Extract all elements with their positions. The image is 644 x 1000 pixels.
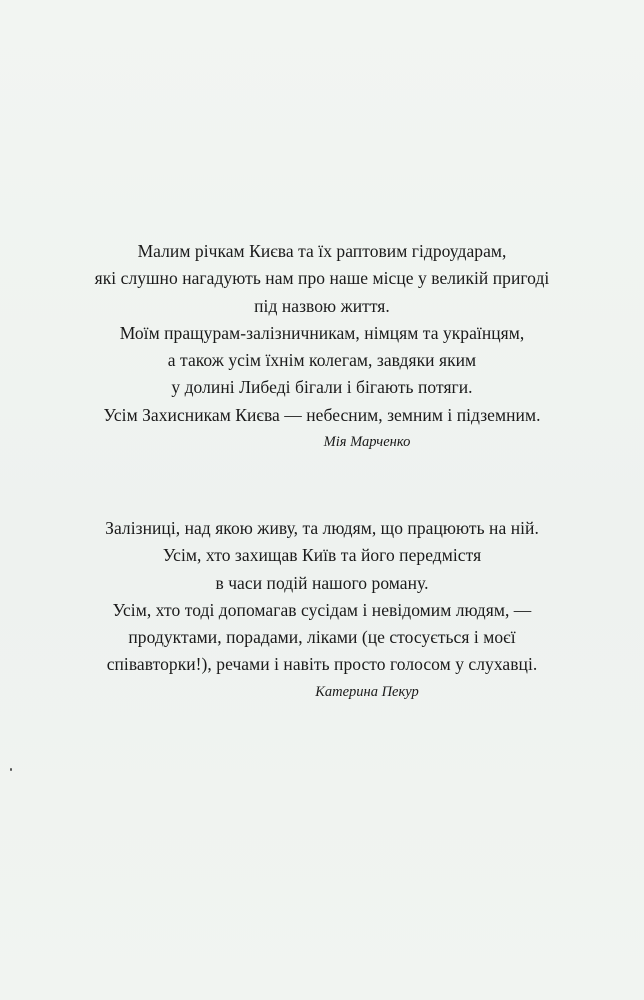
dedication-line: Моїм пращурам-залізничникам, німцям та українцям,: [119, 322, 525, 343]
dedication-line: продуктами, порадами, ліками (це стосується і моєї: [128, 627, 516, 648]
dedication-line: під назвою життя.: [254, 295, 390, 316]
dedication-line: Усім, хто захищав Київ та його передмістя: [162, 545, 482, 566]
dedication-line: у долині Либеді бігали і бігають потяги.: [171, 377, 473, 398]
dedication-line: Усім Захисникам Києва — небесним, земним і підземним.: [103, 404, 541, 425]
dedication-line: Залізниці, над якою живу, та людям, що працюють на ній.: [105, 518, 539, 538]
dedication-line: які слушно нагадують нам про наше місце у великій пригоді: [94, 268, 550, 289]
author-signature-kateryna: Катерина Пекур: [315, 683, 419, 700]
dedication-line: співавторки!), речами і навіть просто голосом у слухавці.: [106, 654, 538, 675]
dedication-mia: [0, 238, 644, 453]
author-signature-mia: Мія Марченко: [323, 434, 411, 451]
paper-speck: [10, 768, 12, 771]
dedication-line: а також усім їхнім колегам, завдяки яким: [167, 350, 477, 371]
dedication-line: в часи подій нашого роману.: [215, 572, 429, 593]
dedication-line: Усім, хто тоді допомагав сусідам і невідомим людям, —: [112, 599, 532, 620]
dedication-line: Малим річкам Києва та їх раптовим гідроударам,: [137, 241, 507, 261]
dedication-kateryna: [0, 515, 644, 703]
